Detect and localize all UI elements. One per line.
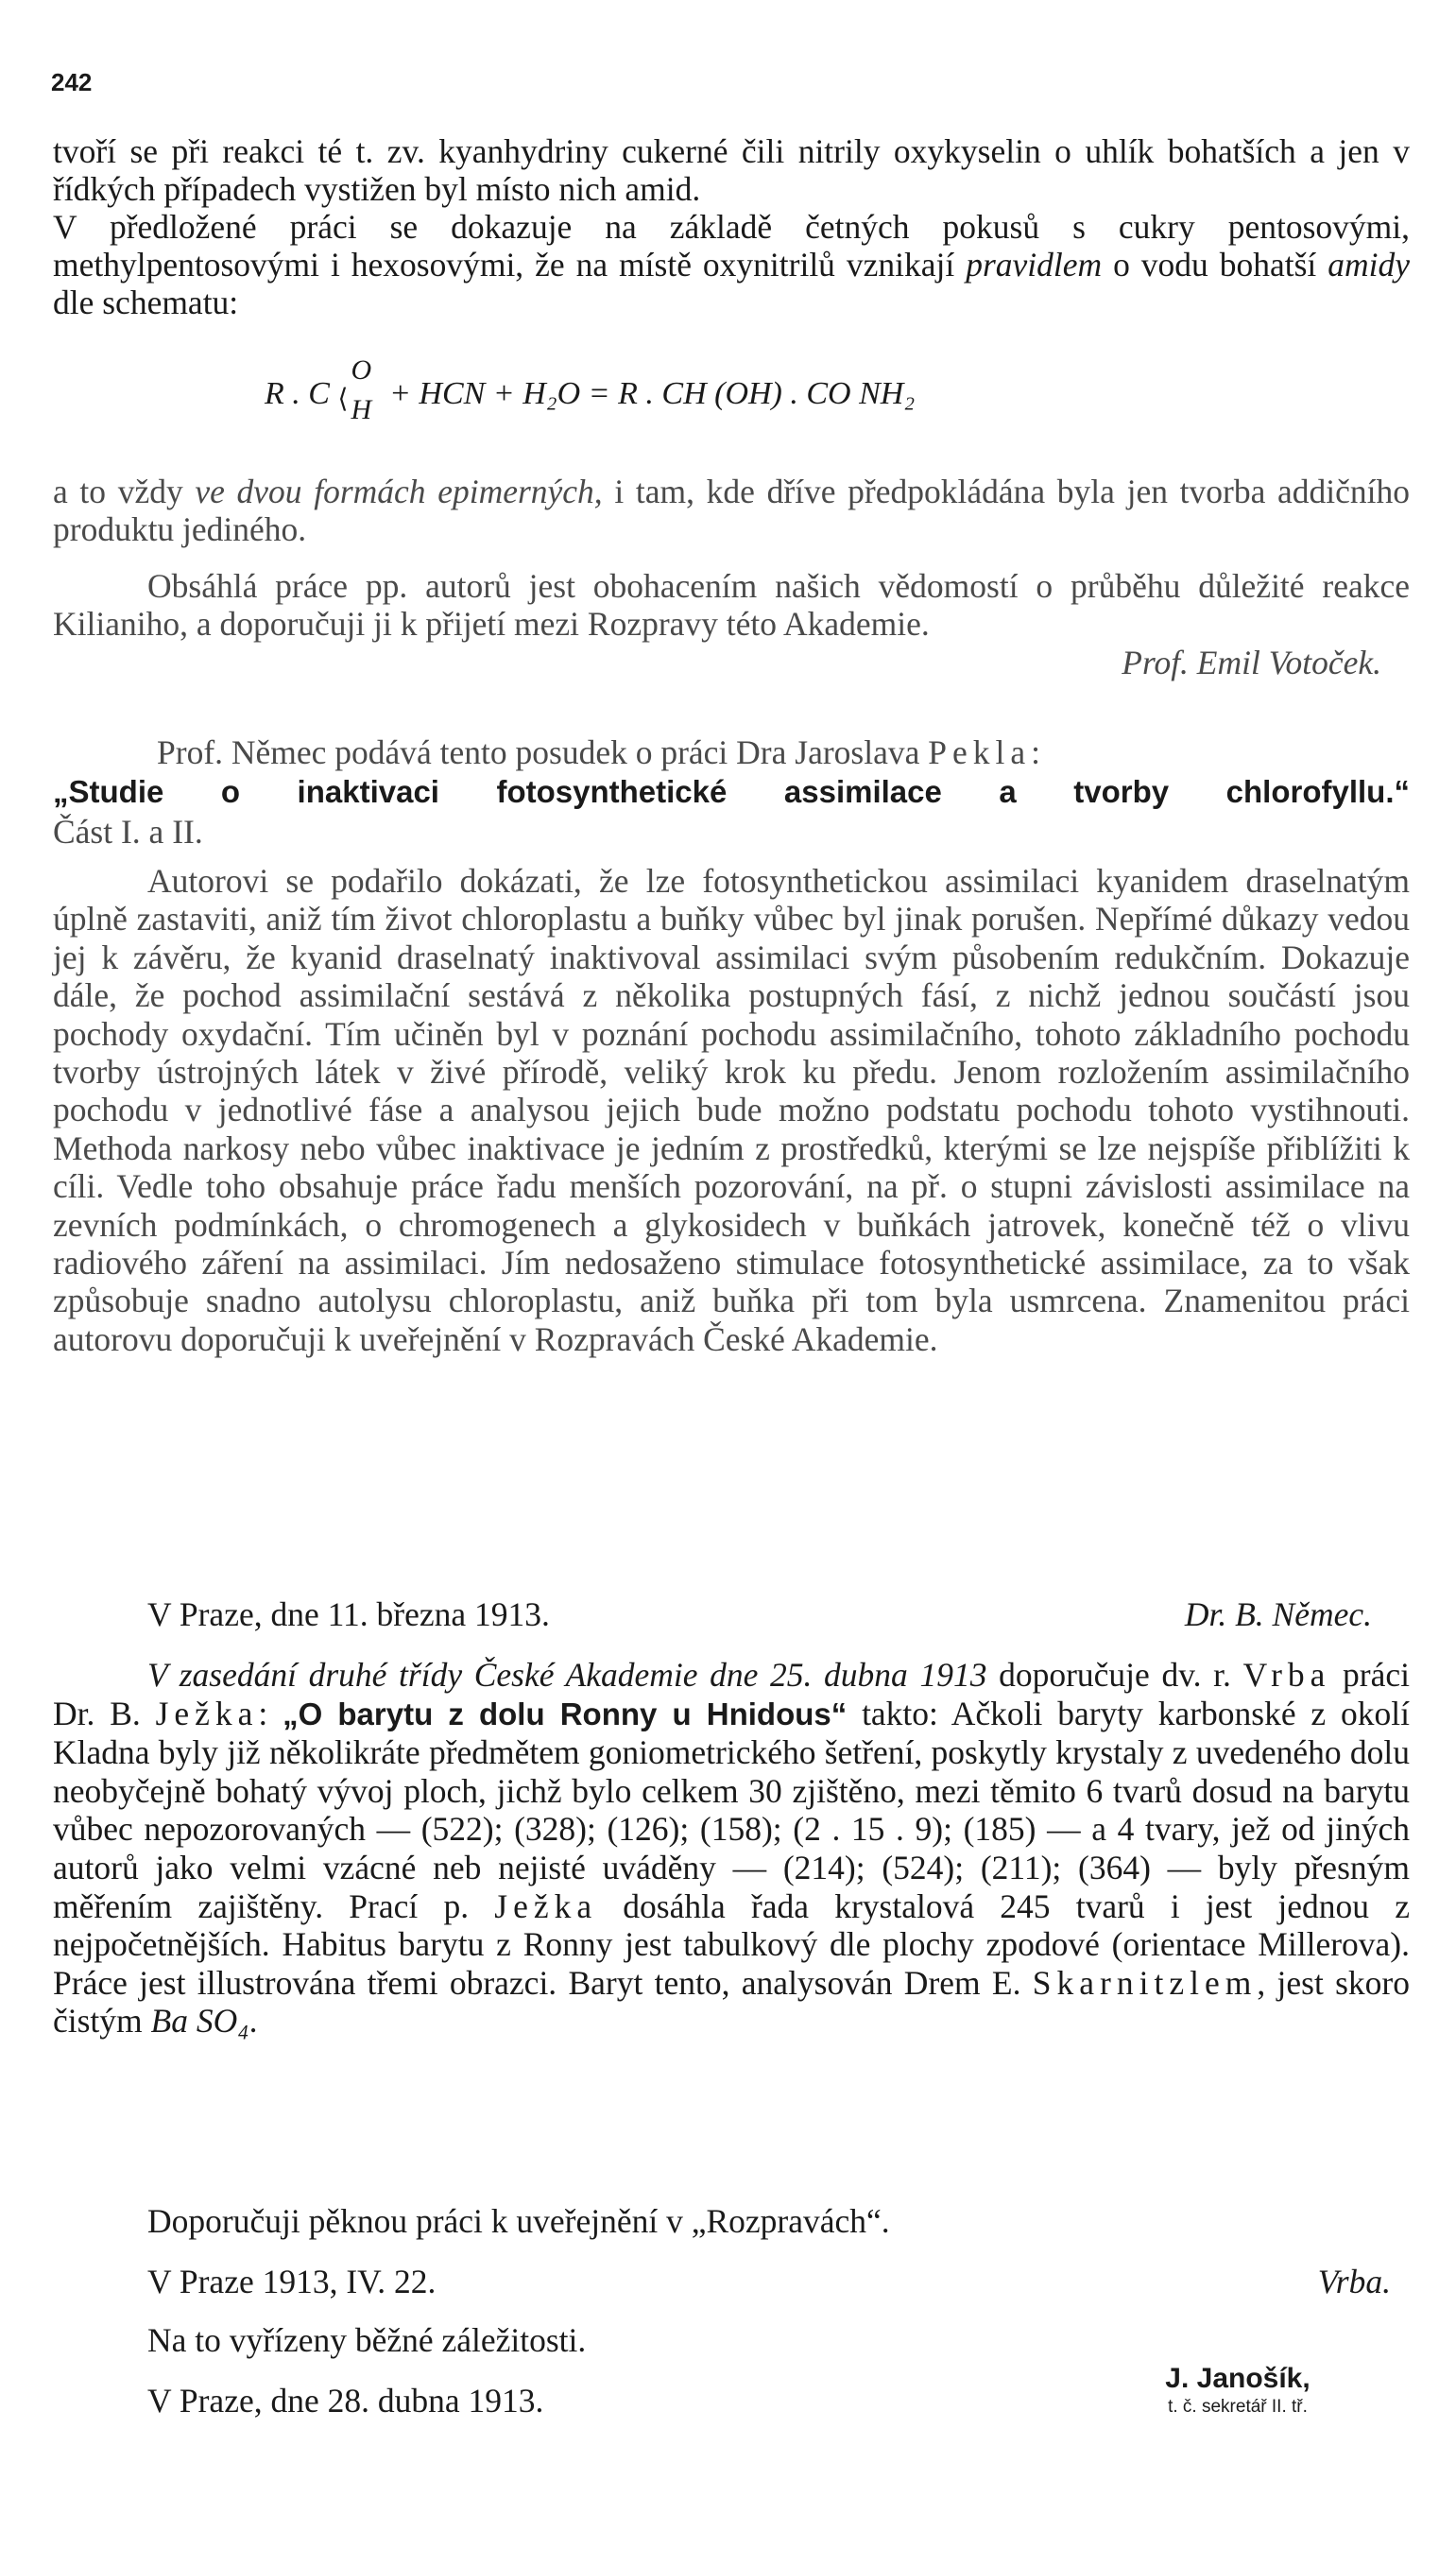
chemical-formula: R . C ⟨ O H + HCN + H₂O = R . CH (OH) . CO NH₂ [265,354,916,426]
dateline-vrba-place-date: V Praze 1913, IV. 22. [147,2263,437,2300]
signature-janosik-name: J. Janošík, [1165,2363,1310,2394]
signature-janosik [1105,2363,1370,2418]
document-page: 242 tvoří se při reakci té t. zv. kyanhydriny cukerné čili nitrily oxykyselin o uhlík bohatších a jen v řídkých případech vystižen byl místo nich amid. V předložené práci se dokazuje na základě četných pokusů s cukry pentosovými, methylpentosovými i hexosovými, že na místě oxynitrilů vznikají pravidlem o vodu bohatší amidy dle schematu: R . C ⟨ O H + HCN + H₂O = R . CH (OH) . CO NH₂ a to vždy ve dvou formách epimerných, i tam, kde dříve předpokládána byla jen tvorba addičního produktu jediného. Obsáhlá práce pp. autorů jest obohacením našich vědomostí o průběhu důležité reakce Kilianiho, a doporučuji ji k přijetí mezi Rozpravy této Akademie. Prof. Emil Votoček. Prof. Němec podává tento posudek o práci Dra Jaroslava Pekla: „Studie o inaktivaci fotosynthetické assimilace a tvorby chlorofyllu.“ Část I. a II. Autorovi se podařilo dokázati, že lze fotosynthetickou assimilaci kyanidem draselnatým úplně zastaviti, aniž tím život chloroplastu a buňky vůbec byl jinak porušen. Nepřímé důkazy vedou jej k závěru, že kyanid draselnatý inaktivoval assimilaci svým působením redukčním. Dokazuje dále, že pochod assimilační sestává z několika postupných fásí, z nichž jednou součástí jsou pochody oxydační. Tím učiněn byl v poznání pochodu assimilačního, tohoto základního pochodu tvorby ústrojných látek v živé přírodě, veliký krok ku předu. Jenom rozložením assimilačního pochodu v jednotlivé fáse a analysou jejich bude možno podstatu pochodu tohoto vystihnouti. Methoda narkosy nebo vůbec inaktivace je jedním z prostředků, kterými se lze nejspíše přiblížiti k cíli. Vedle toho obsahuje práce řadu menších pozorování, na př. o stupni závislosti assimilace na zevních podmínkách, o chromogenech a glykosidech v buňkách jatrovek, konečně též o vlivu radiového záření na assimilaci. Jím nedosaženo stimulace fotosynthetické assimilace, za to však způsobuje snadno autolysu chloroplastu, aniž buňka při tom byla usmrcena. Znamenitou práci autorovu doporučuji k uveřejnění v Rozpravách České Akademie. V Praze, dne 11. března 1913. Dr. B. Němec. V zasedání druhé třídy České Akademie dne 25. dubna 1913 doporučuje dv. r. Vrba práci Dr. B. Ježka: „O barytu z dolu Ronny u Hnidous“ takto: Ačkoli baryty karbonské z okolí Kladna byly již několikráte předmětem goniometrického šetření, poskytly krystaly z uvedeného dolu neobyčejně bohatý vývoj ploch, jichž bylo celkem 30 zjištěno, mezi těmito 6 tvarů dosud na barytu vůbec nepozorovaných — (522); (328); (126); (158); (2 . 15 . 9); (185) — a 4 tvary, jež od jiných autorů jako velmi vzácné neb nejisté uváděny — (214); (524); (211); (364) — byly přesným měřením zajištěny. Prací p. Ježka dosáhla řada krystalová 245 tvarů i jest jednou z nejpočetnějších. Habitus barytu z Ronny jest tabulkový dle plochy zpodové (orientace Millerova). Práce jest illustrována třemi obrazci. Baryt tento, analysován Drem E. Skarnitzlem, jest skoro čistým Ba SO₄. Doporučuji pěknou práci k uveřejnění v „Rozpravách“. V Praze 1913, IV. 22. Vrba. Na to vyřízeny běžné záležitosti. V Praze, dne 28. dubna 1913. J. Janošík, t. č. sekretář II. tř. [51,68,1411,2420]
paragraph-review-votocek: Obsáhlá práce pp. autorů jest obohacením našich vědomostí o průběhu důležité reakce Kilianiho, a doporučuji ji k přijetí mezi Rozpravy této Akademie. [53,567,1410,644]
paragraph-review-nemec: Autorovi se podařilo dokázati, že lze fotosynthetickou assimilaci kyanidem draselnatým úplně zastaviti, aniž tím život chloroplastu a buňky vůbec byl jinak porušen. Nepřímé důkazy vedou jej k závěru, že kyanid draselnatý inaktivoval assimilaci svým působením redukčním. Dokazuje dále, že pochod assimilační sestává z několika postupných fásí, z nichž jednou součástí jsou pochody oxydační. Tím učiněn byl v poznání pochodu assimilačního, tohoto základního pochodu tvorby ústrojných látek v živé přírodě, veliký krok ku předu. Jenom rozložením assimilačního pochodu v jednotlivé fáse a analysou jejich bude možno podstatu pochodu tohoto vystihnouti. Methoda narkosy nebo vůbec inaktivace je jedním z prostředků, kterými se lze nejspíše přiblížiti k cíli. Vedle toho obsahuje práce řadu menších pozorování, na př. o stupni závislosti assimilace na zevních podmínkách, o chromogenech a glykosidech v buňkách jatrovek, konečně též o vlivu radiového záření na assimilaci. Jím nedosaženo stimulace fotosynthetické assimilace, za to však způsobuje snadno autolysu chloroplastu, aniž buňka při tom byla usmrcena. Znamenitou práci autorovu doporučuji k uveřejnění v Rozpravách České Akademie. [53,862,1410,1358]
page-number: 242 [51,68,93,96]
signature-vrba: Vrba. [1317,2263,1391,2300]
signature-nemec: Dr. B. Němec. [1184,1595,1372,1633]
paragraph-epimers: a to vždy ve dvou formách epimerných, i tam, kde dříve předpokládána byla jen tvorba addičního produktu jediného. [53,473,1410,549]
signature-votocek: Prof. Emil Votoček. [1122,644,1381,681]
paragraph-schema: V předložené práci se dokazuje na základě četných pokusů s cukry pentosovými, methylpentosovými i hexosovými, že na místě oxynitrilů vznikají pravidlem o vodu bohatší amidy dle schematu: [53,208,1410,322]
work-parts: Část I. a II. [53,813,203,851]
work-title-pekla: „Studie o inaktivaci fotosynthetické assimilace a tvorby chlorofyllu.“ [53,774,1410,809]
paragraph-intro: tvoří se při reakci té t. zv. kyanhydriny cukerné čili nitrily oxykyselin o uhlík bohatších a jen v řídkých případech vystižen byl místo nich amid. [53,132,1410,209]
paragraph-nemec-intro: Prof. Němec podává tento posudek o práci Dra Jaroslava Pekla: [157,733,1040,771]
signature-janosik-title: t. č. sekretář II. tř. [1168,2397,1308,2417]
dateline-janosik-place-date: V Praze, dne 28. dubna 1913. [147,2382,544,2420]
dateline-nemec-place-date: V Praze, dne 11. března 1913. [147,1595,550,1633]
paragraph-baryte: V zasedání druhé třídy České Akademie dne 25. dubna 1913 doporučuje dv. r. Vrba práci Dr. B. Ježka: „O barytu z dolu Ronny u Hnidous“ takto: Ačkoli baryty karbonské z okolí Kladna byly již několikráte předmětem goniometrického šetření, poskytly krystaly z uvedeného dolu neobyčejně bohatý vývoj ploch, jichž bylo celkem 30 zjištěno, mezi těmito 6 tvarů dosud na barytu vůbec nepozorovaných — (522); (328); (126); (158); (2 . 15 . 9); (185) — a 4 tvary, jež od jiných autorů jako velmi vzácné neb nejisté uváděny — (214); (524); (211); (364) — byly přesným měřením zajištěny. Prací p. Ježka dosáhla řada krystalová 245 tvarů i jest jednou z nejpočetnějších. Habitus barytu z Ronny jest tabulkový dle plochy zpodové (orientace Millerova). Práce jest illustrována třemi obrazci. Baryt tento, analysován Drem E. Skarnitzlem, jest skoro čistým Ba SO₄. [53,1656,1411,2041]
